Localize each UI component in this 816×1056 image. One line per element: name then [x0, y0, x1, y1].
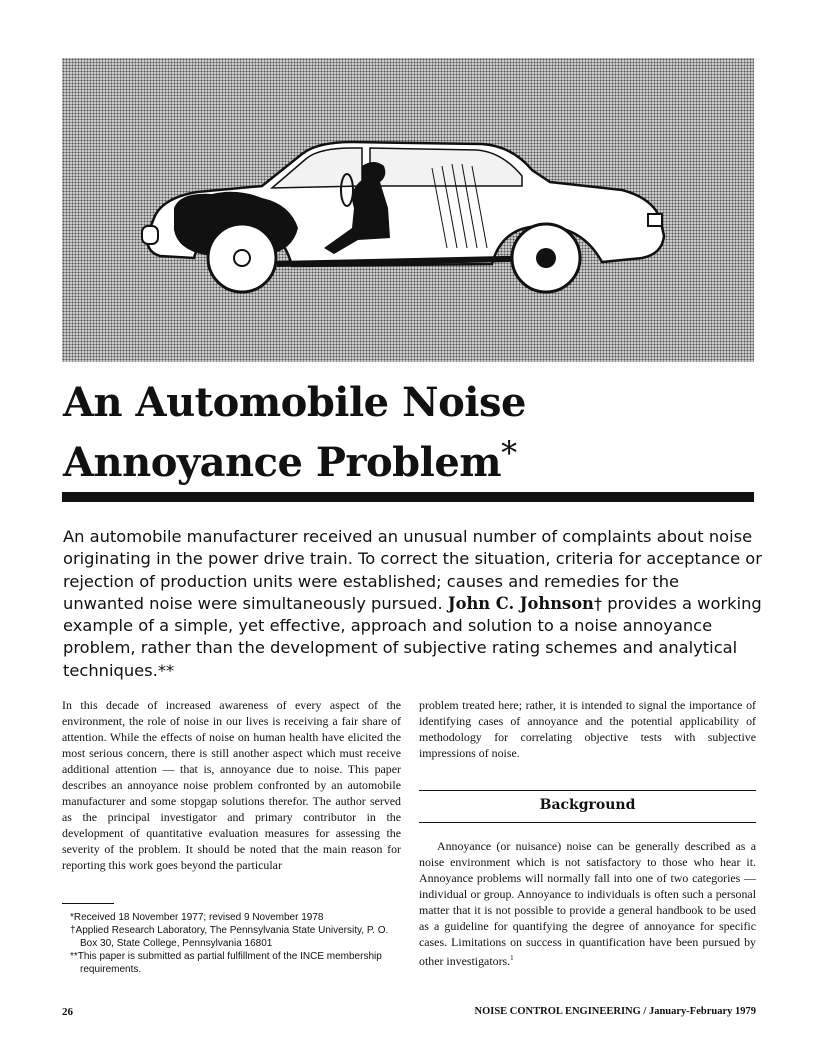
page-number: 26 — [62, 1006, 73, 1018]
title-line-1: An Automobile Noise — [63, 379, 526, 426]
body-column-right-bottom — [419, 838, 756, 969]
footnote-membership: **This paper is submitted as partial fulfillment of the INCE membership requirements. — [70, 951, 382, 975]
footnote-rule — [62, 903, 114, 904]
footnote-received: *Received 18 November 1977; revised 9 November 1978 — [70, 912, 324, 923]
title-rule — [62, 492, 754, 502]
section-heading-background: Background — [539, 797, 636, 813]
body-column-right-top: problem treated here; rather, it is intended to signal the importance of identifying cases of annoyance and the potential applicability of methodology for correlating objective tests with subjective impressions of noise. — [419, 698, 756, 760]
footnote-affiliation: †Applied Research Laboratory, The Pennsylvania State University, P. O. Box 30, State College, Pennsylvania 16801 — [70, 925, 389, 949]
article-lead — [63, 526, 763, 682]
front-wheel — [208, 224, 276, 292]
footnotes — [62, 911, 401, 976]
lead-text-start: An automobile manufacturer received an unusual number of complaints about noise originating in the power drive train. To correct the situation, criteria for acceptance or rejection of production units were established; causes and remedies for the unwanted noise were simultaneously pursued. — [63, 527, 762, 613]
article-title — [63, 378, 753, 488]
author-footnote-mark: † — [593, 593, 603, 613]
title-line-2: Annoyance Problem — [63, 439, 502, 486]
author-name: John C. Johnson — [447, 593, 594, 613]
running-footer: NOISE CONTROL ENGINEERING / January-February 1979 — [474, 1006, 756, 1017]
body-column-left: In this decade of increased awareness of every aspect of the environment, the role of noise in our lives is receiving a fair share of attention. While the effects of noise on human health have elicited the most serious concern, there is still another aspect which must receive additional attention — that is, annoyance due to noise. This paper describes an annoyance noise problem confronted by an automobile manufacturer and some stopgap solutions therefor. The author served as the principal investigator and primary contributor in the development of quantitative evaluation measures for assessing the severity of the problem. It should be noted that the main reason for reporting this work goes beyond the particular — [62, 698, 401, 872]
hero-illustration — [62, 58, 754, 362]
reference-mark: 1 — [510, 954, 514, 962]
title-footnote-mark: * — [501, 434, 517, 472]
section-rule-top — [419, 790, 756, 791]
headlight — [142, 226, 158, 244]
car-cutaway-drawing — [62, 58, 754, 362]
section-rule-bottom — [419, 822, 756, 823]
lead-text-end: provides a working example of a simple, yet effective, approach and solution to a noise annoyance problem, rather than the development of subjective rating schemes and analytical techniques.** — [63, 593, 762, 680]
background-paragraph: Annoyance (or nuisance) noise can be generally described as a noise environment which is not satisfactory to those who hear it. Annoyance problems will normally fall into one of two categories — individual or group. Annoyance to individuals is often such a personal matter that it is not possible to provide a general handbook to be used as a guideline for quantifying the degree of annoyance for specific cases. Limitations on success in quantification have been pursued by other investigators. — [419, 839, 756, 968]
tail-light — [648, 214, 662, 226]
